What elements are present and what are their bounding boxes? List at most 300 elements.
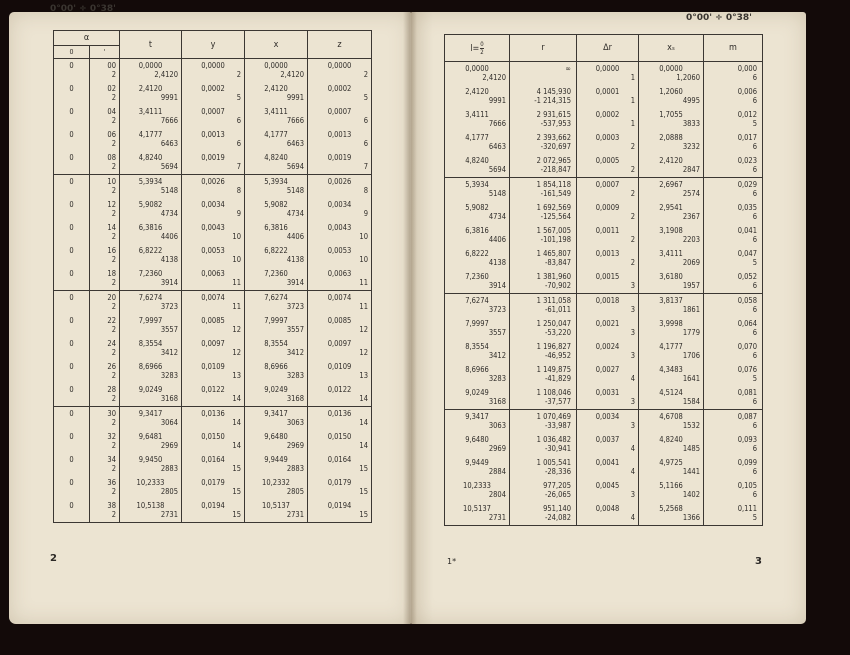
cell-y <box>182 314 245 337</box>
cell-x-value: 5,9082 <box>264 200 288 209</box>
cell-degrees-value: 0 <box>69 84 74 93</box>
cell-l <box>445 108 510 131</box>
cell-degrees <box>54 82 90 105</box>
cell-delta-r-value: 0,0000 <box>595 64 620 73</box>
table-row <box>54 476 372 499</box>
cell-r <box>510 456 577 479</box>
cell-y-value: 0,0043 <box>201 223 225 232</box>
cell-xs <box>639 85 704 108</box>
cell-y-value: 0,0034 <box>201 200 225 209</box>
cell-t <box>120 453 182 476</box>
cell-degrees <box>54 360 90 383</box>
cell-delta-r-difference: 2 <box>630 142 635 151</box>
cell-delta-r-value: 0,0003 <box>595 133 620 142</box>
cell-y <box>182 244 245 267</box>
cell-xs <box>639 479 704 502</box>
cell-m <box>704 108 763 131</box>
cell-m-value: 0,052 <box>737 272 757 281</box>
cell-r-difference: -218,847 <box>540 165 571 174</box>
cell-minutes-difference: 2 <box>111 116 116 125</box>
cell-xs-value: 4,8240 <box>659 435 683 444</box>
cell-x <box>245 430 308 453</box>
cell-delta-r <box>577 85 639 108</box>
cell-y-value: 0,0019 <box>201 153 225 162</box>
cell-m <box>704 131 763 154</box>
cell-delta-r <box>577 154 639 178</box>
cell-delta-r-value: 0,0041 <box>595 458 620 467</box>
cell-xs <box>639 294 704 318</box>
cell-x-value: 2,4120 <box>264 84 288 93</box>
cell-xs-difference: 2367 <box>682 212 700 221</box>
cell-xs <box>639 340 704 363</box>
cell-m-value: 0,041 <box>737 226 757 235</box>
cell-l-difference: 4406 <box>488 235 506 244</box>
cell-minutes <box>90 59 120 83</box>
cell-r <box>510 386 577 410</box>
cell-minutes-value: 22 <box>107 316 116 325</box>
cell-xs-value: 3,6180 <box>659 272 683 281</box>
cell-m-difference: 6 <box>752 490 757 499</box>
cell-x-difference: 2969 <box>286 441 304 450</box>
cell-minutes <box>90 499 120 523</box>
cell-t-value: 7,6274 <box>138 293 163 302</box>
cell-degrees <box>54 151 90 175</box>
cell-delta-r-difference: 3 <box>630 421 635 430</box>
cell-m-difference: 6 <box>752 189 757 198</box>
cell-xs-difference: 2069 <box>682 258 700 267</box>
cell-z-value: 0,0085 <box>327 316 352 325</box>
cell-z-difference: 8 <box>363 186 368 195</box>
cell-y <box>182 476 245 499</box>
cell-r <box>510 224 577 247</box>
cell-y <box>182 175 245 199</box>
cell-delta-r <box>577 62 639 86</box>
cell-y-value: 0,0122 <box>201 385 225 394</box>
cell-xs-value: 4,6708 <box>659 412 683 421</box>
cell-y-difference: 14 <box>232 441 241 450</box>
cell-minutes-value: 02 <box>107 84 116 93</box>
col-header-minutes: ' <box>90 46 120 59</box>
cell-delta-r <box>577 270 639 294</box>
cell-l <box>445 410 510 434</box>
cell-r-value: 1 854,118 <box>536 180 571 189</box>
cell-y-difference: 9 <box>236 209 241 218</box>
table-row <box>445 178 763 202</box>
cell-r <box>510 108 577 131</box>
cell-degrees <box>54 337 90 360</box>
cell-delta-r-difference: 3 <box>630 397 635 406</box>
cell-m-value: 0,023 <box>737 156 757 165</box>
cell-m-value: 0,076 <box>737 365 757 374</box>
cell-m <box>704 410 763 434</box>
cell-x-value: 8,3554 <box>264 339 288 348</box>
table-row <box>445 201 763 224</box>
cell-y-value: 0,0085 <box>201 316 225 325</box>
cell-y-difference: 15 <box>232 464 241 473</box>
cell-r-difference: -83,847 <box>544 258 571 267</box>
cell-l <box>445 224 510 247</box>
cell-delta-r-value: 0,0002 <box>595 110 620 119</box>
cell-minutes-difference: 2 <box>111 394 116 403</box>
cell-z-difference: 15 <box>359 464 368 473</box>
cell-r <box>510 270 577 294</box>
cell-y-difference: 12 <box>232 348 241 357</box>
cell-l <box>445 131 510 154</box>
cell-r <box>510 340 577 363</box>
cell-l <box>445 294 510 318</box>
cell-xs-difference: 2847 <box>682 165 700 174</box>
cell-r-value: 1 311,058 <box>536 296 571 305</box>
table-row <box>445 340 763 363</box>
cell-x <box>245 383 308 407</box>
cell-m <box>704 479 763 502</box>
cell-xs-value: 4,3483 <box>659 365 683 374</box>
cell-m-difference: 5 <box>752 374 757 383</box>
cell-l-value: 10,2333 <box>463 481 491 490</box>
cell-x-value: 9,3417 <box>264 409 288 418</box>
cell-y-difference: 5 <box>236 93 241 102</box>
cell-delta-r-difference: 4 <box>630 467 635 476</box>
cell-minutes-value: 10 <box>107 177 116 186</box>
cell-degrees-value: 0 <box>69 61 74 70</box>
cell-minutes-difference: 2 <box>111 441 116 450</box>
cell-minutes-value: 26 <box>107 362 116 371</box>
cell-z <box>308 198 372 221</box>
cell-t <box>120 291 182 315</box>
table-row <box>445 62 763 86</box>
cell-minutes-difference: 2 <box>111 162 116 171</box>
cell-m-value: 0,006 <box>737 87 757 96</box>
cell-y-difference: 6 <box>236 139 241 148</box>
cell-minutes-value: 08 <box>107 153 116 162</box>
cell-m-difference: 5 <box>752 513 757 522</box>
cell-l-value: 7,2360 <box>465 272 489 281</box>
cell-x-value: 9,9449 <box>264 455 288 464</box>
col-header-l-fraction <box>480 41 483 56</box>
col-header-l <box>445 35 510 62</box>
cell-z-value: 0,0053 <box>327 246 352 255</box>
cell-l <box>445 154 510 178</box>
cell-xs-value: 0,0000 <box>659 64 683 73</box>
cell-minutes-value: 38 <box>107 501 116 510</box>
cell-degrees <box>54 430 90 453</box>
cell-t <box>120 198 182 221</box>
cell-m <box>704 201 763 224</box>
cell-l-value: 2,4120 <box>465 87 489 96</box>
cell-t-difference: 9991 <box>160 93 178 102</box>
cell-x-difference: 4406 <box>286 232 304 241</box>
cell-x <box>245 105 308 128</box>
cell-degrees-value: 0 <box>69 316 74 325</box>
cell-y <box>182 128 245 151</box>
col-header-r: r <box>510 35 577 62</box>
cell-l-value: 9,0249 <box>465 388 489 397</box>
cell-z <box>308 105 372 128</box>
cell-minutes-difference: 2 <box>111 186 116 195</box>
cell-r-difference: -28,336 <box>544 467 571 476</box>
cell-delta-r-difference: 2 <box>630 258 635 267</box>
cell-delta-r-value: 0,0048 <box>595 504 620 513</box>
cell-z <box>308 407 372 431</box>
cell-xs <box>639 502 704 526</box>
cell-m-difference: 6 <box>752 96 757 105</box>
cell-z <box>308 244 372 267</box>
cell-delta-r-difference: 2 <box>630 165 635 174</box>
cell-xs-difference: 1779 <box>682 328 700 337</box>
cell-z-value: 0,0013 <box>327 130 352 139</box>
cell-t-difference: 2,4120 <box>154 70 178 79</box>
cell-t <box>120 407 182 431</box>
cell-l-difference: 3723 <box>488 305 506 314</box>
cell-delta-r-value: 0,0009 <box>595 203 620 212</box>
cell-m-value: 0,093 <box>737 435 757 444</box>
cell-z-difference: 5 <box>363 93 368 102</box>
cell-xs-value: 2,4120 <box>659 156 683 165</box>
cell-degrees <box>54 267 90 291</box>
cell-delta-r-difference: 3 <box>630 490 635 499</box>
col-header-z: z <box>308 31 372 59</box>
cell-y-value: 0,0150 <box>201 432 225 441</box>
cell-l-difference: 6463 <box>488 142 506 151</box>
cell-x-difference: 4734 <box>286 209 304 218</box>
cell-z-value: 0,0136 <box>327 409 352 418</box>
cell-xs-difference: 1706 <box>682 351 700 360</box>
cell-x-value: 7,2360 <box>264 269 288 278</box>
cell-minutes <box>90 82 120 105</box>
cell-m-difference: 6 <box>752 212 757 221</box>
table-row <box>54 291 372 315</box>
table-row <box>54 198 372 221</box>
cell-r <box>510 85 577 108</box>
cell-m-value: 0,047 <box>737 249 757 258</box>
page-number-left: 2 <box>50 553 57 564</box>
table-row <box>445 479 763 502</box>
cell-degrees <box>54 244 90 267</box>
cell-r-value: 1 108,046 <box>536 388 571 397</box>
cell-x <box>245 244 308 267</box>
table-row <box>54 407 372 431</box>
cell-degrees-value: 0 <box>69 200 74 209</box>
cell-l-difference: 3063 <box>488 421 506 430</box>
cell-degrees <box>54 105 90 128</box>
cell-r-value: 1 465,807 <box>536 249 571 258</box>
cell-l <box>445 247 510 270</box>
cell-degrees <box>54 59 90 83</box>
cell-z <box>308 151 372 175</box>
cell-t-value: 8,6966 <box>138 362 163 371</box>
cell-degrees <box>54 291 90 315</box>
cell-delta-r <box>577 433 639 456</box>
cell-r-difference: -30,941 <box>544 444 571 453</box>
cell-t <box>120 360 182 383</box>
cell-minutes-value: 30 <box>107 409 116 418</box>
cell-delta-r-value: 0,0001 <box>595 87 620 96</box>
col-header-alpha: α <box>54 31 120 46</box>
cell-delta-r-difference: 1 <box>630 119 635 128</box>
cell-r <box>510 201 577 224</box>
cell-m <box>704 294 763 318</box>
cell-z-difference: 12 <box>359 348 368 357</box>
cell-minutes-difference: 2 <box>111 348 116 357</box>
cell-minutes-difference: 2 <box>111 418 116 427</box>
cell-l-difference: 3914 <box>488 281 506 290</box>
cell-t-difference: 3723 <box>160 302 178 311</box>
cell-y-difference: 12 <box>232 325 241 334</box>
cell-m-value: 0,105 <box>737 481 757 490</box>
table-row <box>54 151 372 175</box>
cell-xs-value: 4,9725 <box>659 458 683 467</box>
cell-x <box>245 151 308 175</box>
cell-t-value: 9,0249 <box>138 385 163 394</box>
cell-l-difference: 2969 <box>488 444 506 453</box>
cell-x <box>245 128 308 151</box>
cell-minutes-difference: 2 <box>111 232 116 241</box>
cell-z-value: 0,0063 <box>327 269 352 278</box>
cell-minutes-difference: 2 <box>111 371 116 380</box>
cell-z-difference: 7 <box>363 162 368 171</box>
cell-m-value: 0,035 <box>737 203 757 212</box>
cell-x-difference: 3283 <box>286 371 304 380</box>
cell-xs-value: 4,5124 <box>659 388 683 397</box>
cell-delta-r-difference: 4 <box>630 374 635 383</box>
cell-z-value: 0,0194 <box>327 501 352 510</box>
cell-l-difference: 3412 <box>488 351 506 360</box>
cell-xs <box>639 62 704 86</box>
cell-r <box>510 247 577 270</box>
cell-z <box>308 175 372 199</box>
cell-x-difference: 3723 <box>286 302 304 311</box>
cell-xs <box>639 456 704 479</box>
cell-r <box>510 62 577 86</box>
cell-y-difference: 2 <box>236 70 241 79</box>
table-row <box>445 456 763 479</box>
cell-m <box>704 85 763 108</box>
cell-l-difference: 3283 <box>488 374 506 383</box>
cell-t-value: 9,9450 <box>138 455 163 464</box>
table-row <box>445 224 763 247</box>
cell-r-difference: -1 214,315 <box>534 96 571 105</box>
cell-t-value: 4,1777 <box>138 130 163 139</box>
table-row <box>54 267 372 291</box>
cell-delta-r-value: 0,0007 <box>595 180 620 189</box>
cell-xs-difference: 2203 <box>682 235 700 244</box>
cell-delta-r-difference: 4 <box>630 513 635 522</box>
table-row <box>54 59 372 83</box>
cell-l-difference: 5148 <box>488 189 506 198</box>
cell-minutes-value: 34 <box>107 455 116 464</box>
cell-x-difference: 4138 <box>286 255 304 264</box>
cell-x-value: 8,6966 <box>264 362 288 371</box>
cell-m <box>704 317 763 340</box>
cell-y-value: 0,0164 <box>201 455 225 464</box>
cell-minutes-value: 18 <box>107 269 116 278</box>
cell-minutes <box>90 105 120 128</box>
cell-m-difference: 6 <box>752 444 757 453</box>
table-row <box>445 108 763 131</box>
cell-xs-difference: 4995 <box>682 96 700 105</box>
table-row <box>445 154 763 178</box>
cell-x-difference: 7666 <box>286 116 304 125</box>
cell-m-difference: 6 <box>752 351 757 360</box>
cell-delta-r <box>577 178 639 202</box>
cell-xs-difference: 1366 <box>682 513 700 522</box>
cell-minutes-difference: 2 <box>111 510 116 519</box>
cell-y-difference: 15 <box>232 487 241 496</box>
cell-y <box>182 291 245 315</box>
cell-m <box>704 270 763 294</box>
cell-r-difference: -24,082 <box>544 513 571 522</box>
cell-minutes <box>90 337 120 360</box>
cell-minutes-difference: 2 <box>111 70 116 79</box>
cell-m-value: 0,111 <box>737 504 757 513</box>
cell-x-difference: 5148 <box>286 186 304 195</box>
cell-z-value: 0,0097 <box>327 339 352 348</box>
cell-delta-r <box>577 386 639 410</box>
cell-t-difference: 2883 <box>160 464 178 473</box>
cell-z-difference: 14 <box>359 418 368 427</box>
cell-y-value: 0,0194 <box>201 501 225 510</box>
cell-z-difference: 10 <box>359 232 368 241</box>
table-row <box>445 131 763 154</box>
cell-t-difference: 7666 <box>160 116 178 125</box>
cell-delta-r-value: 0,0011 <box>595 226 620 235</box>
cell-l-value: 4,8240 <box>465 156 489 165</box>
cell-minutes <box>90 430 120 453</box>
cell-z <box>308 430 372 453</box>
cell-m-value: 0,070 <box>737 342 757 351</box>
cell-t-difference: 2805 <box>160 487 178 496</box>
table-row <box>54 383 372 407</box>
cell-xs <box>639 270 704 294</box>
cell-t-difference: 4138 <box>160 255 178 264</box>
cell-y <box>182 430 245 453</box>
cell-delta-r <box>577 224 639 247</box>
cell-l-value: 0,0000 <box>465 64 489 73</box>
cell-minutes-value: 06 <box>107 130 116 139</box>
cell-l-value: 5,9082 <box>465 203 489 212</box>
cell-xs-value: 3,1908 <box>659 226 683 235</box>
cell-delta-r-value: 0,0021 <box>595 319 620 328</box>
cell-x <box>245 337 308 360</box>
cell-y-difference: 14 <box>232 394 241 403</box>
cell-r <box>510 502 577 526</box>
cell-t-difference: 2731 <box>160 510 178 519</box>
cell-t <box>120 244 182 267</box>
cell-x-difference: 9991 <box>286 93 304 102</box>
cell-minutes <box>90 267 120 291</box>
cell-l-value: 9,9449 <box>465 458 489 467</box>
table-row <box>445 502 763 526</box>
cell-l-value: 6,3816 <box>465 226 489 235</box>
cell-z-value: 0,0007 <box>327 107 352 116</box>
cell-m <box>704 386 763 410</box>
cell-degrees-value: 0 <box>69 130 74 139</box>
cell-x-value: 6,3816 <box>264 223 288 232</box>
cell-z <box>308 453 372 476</box>
cell-minutes-value: 36 <box>107 478 116 487</box>
book-gutter <box>403 12 417 624</box>
cell-z <box>308 59 372 83</box>
cell-x-value: 4,1777 <box>264 130 288 139</box>
cell-m-difference: 6 <box>752 328 757 337</box>
cell-r-difference: -53,220 <box>544 328 571 337</box>
cell-l-value: 3,4111 <box>465 110 489 119</box>
cell-m-difference: 5 <box>752 258 757 267</box>
cell-x-difference: 3063 <box>286 418 304 427</box>
cell-degrees <box>54 175 90 199</box>
cell-delta-r-difference: 2 <box>630 235 635 244</box>
col-header-t: t <box>120 31 182 59</box>
